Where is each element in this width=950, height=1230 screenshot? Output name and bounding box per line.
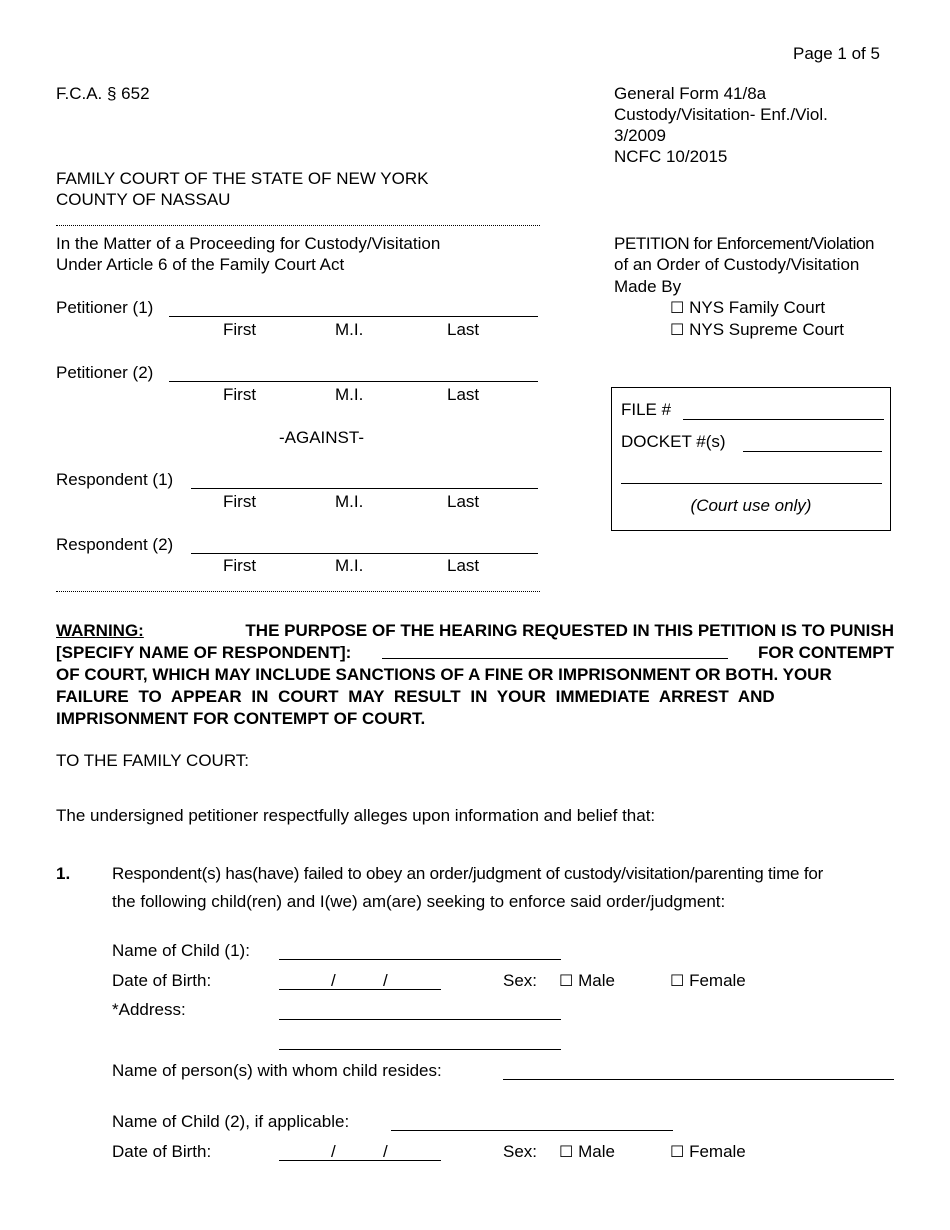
option-supreme-court-label: NYS Supreme Court <box>689 320 845 339</box>
child-2-sex-label: Sex: <box>503 1142 538 1161</box>
warning-line-4: FAILURE TO APPEAR IN COURT MAY RESULT IN YOUR IMMEDIATE ARREST AND <box>56 687 775 706</box>
date-separator: / <box>331 971 336 990</box>
warning-label: WARNING: <box>56 621 144 640</box>
checkbox-icon[interactable]: ☐ <box>670 298 685 317</box>
male-label: Male <box>578 1142 615 1161</box>
respondent-2-field[interactable] <box>191 553 538 554</box>
item-1-number: 1. <box>56 864 71 883</box>
child-1-resides-field[interactable] <box>503 1079 894 1080</box>
respondent-2-label: Respondent (2) <box>56 535 174 554</box>
middle-initial-caption: M.I. <box>335 385 364 404</box>
warning-notice <box>56 620 894 730</box>
warning-line-1: THE PURPOSE OF THE HEARING REQUESTED IN THIS PETITION IS TO PUNISH <box>245 621 894 640</box>
court-use-box <box>611 387 891 531</box>
last-name-caption: Last <box>447 320 480 339</box>
caption-divider-bottom <box>56 591 540 592</box>
warning-specify-label: [SPECIFY NAME OF RESPONDENT]: <box>56 643 352 662</box>
form-revision: NCFC 10/2015 <box>614 147 728 166</box>
statute-reference: F.C.A. § 652 <box>56 84 150 103</box>
female-label: Female <box>689 1142 746 1161</box>
child-1-female-option[interactable] <box>670 972 746 989</box>
petitioner-1-field[interactable] <box>169 316 538 317</box>
respondent-1-field[interactable] <box>191 488 538 489</box>
respondent-name-field[interactable] <box>382 642 728 659</box>
child-1-address-label: *Address: <box>112 1000 186 1019</box>
child-2-female-option[interactable] <box>670 1143 746 1160</box>
warning-line-5: IMPRISONMENT FOR CONTEMPT OF COURT. <box>56 709 426 728</box>
docket-number-label: DOCKET #(s) <box>621 432 726 451</box>
docket-extra-field[interactable] <box>621 483 882 484</box>
court-use-note: (Court use only) <box>690 496 812 515</box>
child-1-address-field-2[interactable] <box>279 1049 561 1050</box>
child-2-dob-field[interactable] <box>279 1160 441 1161</box>
page-number: Page 1 of 5 <box>793 44 880 63</box>
date-separator: / <box>383 1142 388 1161</box>
checkbox-icon[interactable]: ☐ <box>670 971 685 990</box>
file-number-label: FILE # <box>621 400 672 419</box>
checkbox-icon[interactable]: ☐ <box>670 320 685 339</box>
petitioner-2-field[interactable] <box>169 381 538 382</box>
date-separator: / <box>331 1142 336 1161</box>
first-name-caption: First <box>223 492 257 511</box>
county-name: COUNTY OF NASSAU <box>56 190 231 209</box>
option-family-court-label: NYS Family Court <box>689 298 826 317</box>
warning-contempt-label: FOR CONTEMPT <box>757 643 894 662</box>
middle-initial-caption: M.I. <box>335 492 364 511</box>
child-1-sex-label: Sex: <box>503 971 538 990</box>
first-name-caption: First <box>223 320 257 339</box>
form-date: 3/2009 <box>614 126 666 145</box>
child-1-name-label: Name of Child (1): <box>112 941 250 960</box>
first-name-caption: First <box>223 385 257 404</box>
first-name-caption: First <box>223 556 257 575</box>
option-family-court[interactable] <box>670 299 825 316</box>
warning-line-3: OF COURT, WHICH MAY INCLUDE SANCTIONS OF A FINE OR IMPRISONMENT OR BOTH. YOUR <box>56 665 832 684</box>
option-supreme-court[interactable] <box>670 321 844 338</box>
against-label: -AGAINST- <box>279 428 365 447</box>
caption-divider-top <box>56 225 540 226</box>
salutation: TO THE FAMILY COURT: <box>56 751 250 770</box>
child-2-name-label: Name of Child (2), if applicable: <box>112 1112 350 1131</box>
date-separator: / <box>383 971 388 990</box>
matter-line-1: In the Matter of a Proceeding for Custody/Visitation <box>56 234 441 253</box>
checkbox-icon[interactable]: ☐ <box>670 1142 685 1161</box>
petitioner-1-label: Petitioner (1) <box>56 298 154 317</box>
child-1-dob-field[interactable] <box>279 989 441 990</box>
petition-title: PETITION for Enforcement/Violation <box>614 234 875 253</box>
docket-number-field[interactable] <box>743 451 882 452</box>
court-name: FAMILY COURT OF THE STATE OF NEW YORK <box>56 169 429 188</box>
last-name-caption: Last <box>447 492 480 511</box>
file-number-field[interactable] <box>683 419 884 420</box>
item-1-text-line-2: the following child(ren) and I(we) am(are) seeking to enforce said order/judgment: <box>112 892 726 911</box>
child-1-dob-label: Date of Birth: <box>112 971 212 990</box>
petition-title-line-2: of an Order of Custody/Visitation <box>614 255 860 274</box>
child-1-address-field[interactable] <box>279 1019 561 1020</box>
petition-title-line-3: Made By <box>614 277 682 296</box>
child-1-resides-label: Name of person(s) with whom child resides: <box>112 1061 442 1080</box>
middle-initial-caption: M.I. <box>335 320 364 339</box>
matter-line-2: Under Article 6 of the Family Court Act <box>56 255 345 274</box>
petitioner-2-label: Petitioner (2) <box>56 363 154 382</box>
male-label: Male <box>578 971 615 990</box>
child-2-dob-label: Date of Birth: <box>112 1142 212 1161</box>
middle-initial-caption: M.I. <box>335 556 364 575</box>
child-1-male-option[interactable] <box>559 972 615 989</box>
child-2-name-field[interactable] <box>391 1130 673 1131</box>
last-name-caption: Last <box>447 385 480 404</box>
item-1-text: Respondent(s) has(have) failed to obey an order/judgment of custody/visitation/parenting time for <box>112 864 824 883</box>
last-name-caption: Last <box>447 556 480 575</box>
checkbox-icon[interactable]: ☐ <box>559 971 574 990</box>
form-subject: Custody/Visitation- Enf./Viol. <box>614 105 828 124</box>
female-label: Female <box>689 971 746 990</box>
checkbox-icon[interactable]: ☐ <box>559 1142 574 1161</box>
child-1-name-field[interactable] <box>279 959 561 960</box>
form-number: General Form 41/8a <box>614 84 767 103</box>
respondent-1-label: Respondent (1) <box>56 470 174 489</box>
allegation-intro: The undersigned petitioner respectfully alleges upon information and belief that: <box>56 806 656 825</box>
child-2-male-option[interactable] <box>559 1143 615 1160</box>
